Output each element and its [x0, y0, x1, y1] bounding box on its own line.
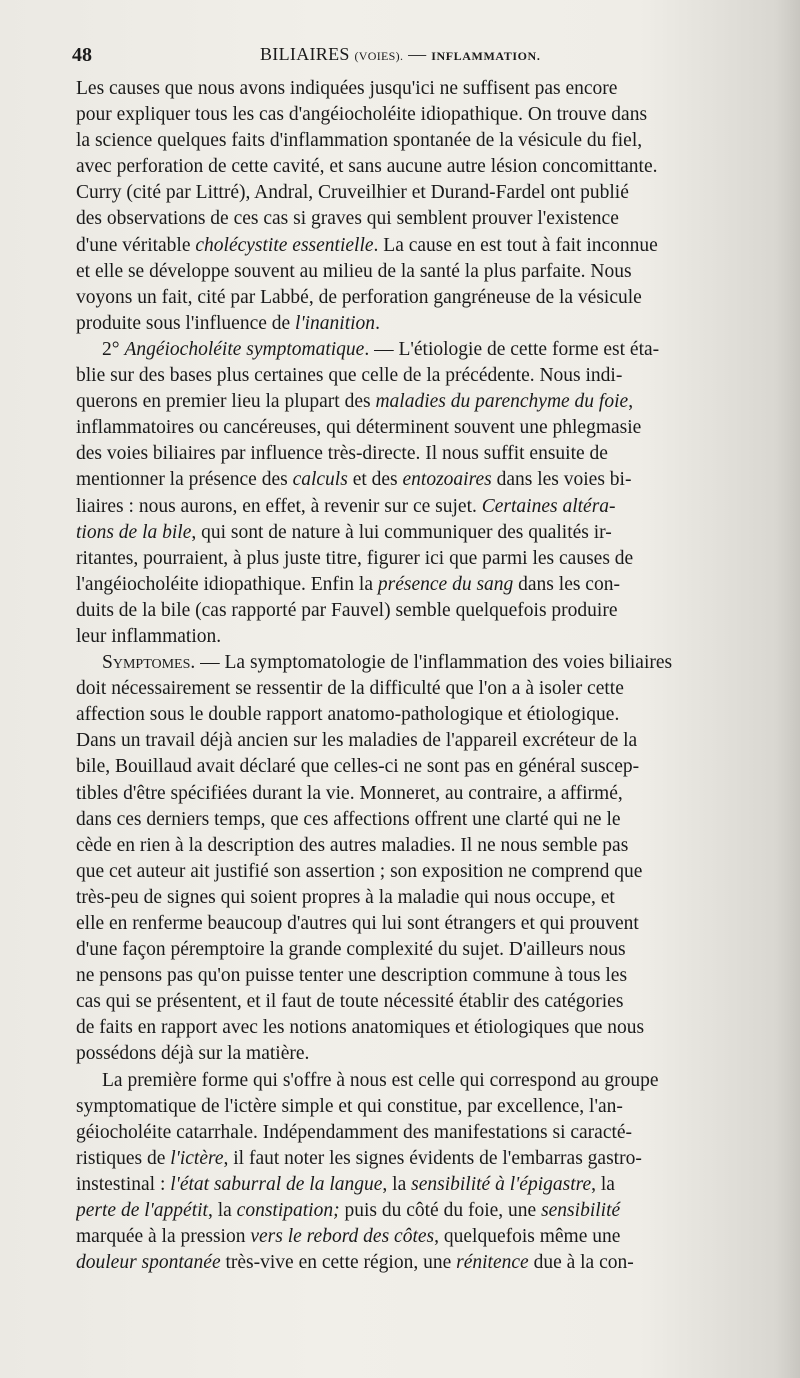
text-line: [76, 285, 762, 311]
text-segment: très-peu de signes qui soient propres à la maladie qui nous occupe, et: [76, 886, 615, 908]
text-segment: cède en rien à la description des autres maladies. Il ne nous semble pas: [76, 834, 629, 856]
running-title-main: BILIAIRES: [260, 44, 350, 64]
italic-text: cholécystite essentielle: [195, 234, 374, 256]
italic-text: maladies du parenchyme du foie: [375, 391, 629, 413]
text-segment: possédons déjà sur la matière.: [76, 1043, 310, 1065]
text-segment: voyons un fait, cité par Labbé, de perforation gangréneuse de la vésicule: [76, 286, 642, 308]
italic-text: douleur spontanée: [76, 1252, 221, 1274]
text-segment: cas qui se présentent, et il faut de toute nécessité établir des catégories: [76, 991, 624, 1013]
text-segment: .: [375, 312, 380, 334]
text-segment: bile, Bouillaud avait déclaré que celles-ci ne sont pas en général suscep-: [76, 756, 640, 778]
text-segment: l'angéiocholéite idiopathique. Enfin la: [76, 573, 378, 595]
text-segment: que cet auteur ait justifié son assertion ; son exposition ne comprend que: [76, 860, 643, 882]
text-line: [76, 1172, 762, 1198]
text-line: [76, 1068, 762, 1094]
text-segment: Curry (cité par Littré), Andral, Cruveilhier et Durand-Fardel ont publié: [76, 182, 629, 204]
text-line: [76, 859, 762, 885]
text-segment: instestinal :: [76, 1173, 171, 1195]
running-title-dash: —: [408, 44, 427, 64]
text-segment: ristiques de: [76, 1147, 171, 1169]
text-line: [76, 807, 762, 833]
text-line: [76, 311, 762, 337]
italic-text: constipation;: [236, 1200, 340, 1222]
text-line: [76, 467, 762, 493]
italic-text: Certaines altéra-: [481, 495, 616, 517]
text-segment: dans les con-: [513, 573, 620, 595]
text-line: [76, 441, 762, 467]
text-line: [76, 546, 762, 572]
text-line: [76, 702, 762, 728]
text-segment: et elle se développe souvent au milieu de la santé la plus parfaite. Nous: [76, 260, 632, 282]
text-line: [76, 128, 762, 154]
text-line: [76, 206, 762, 232]
italic-text: l'état saburral de la langue: [170, 1173, 383, 1195]
text-line: [76, 76, 762, 102]
text-segment: . — La symptomatologie de l'inflammation des voies biliaires: [190, 652, 673, 674]
text-segment: doit nécessairement se ressentir de la difficulté que l'on a à isoler cette: [76, 678, 624, 700]
italic-text: vers le rebord des côtes: [250, 1226, 435, 1248]
text-segment: , qui sont de nature à lui communiquer des qualités ir-: [191, 521, 612, 543]
text-segment: Les causes que nous avons indiquées jusqu'ici ne suffisent pas encore: [76, 78, 618, 99]
text-segment: pour expliquer tous les cas d'angéiocholéite idiopathique. On trouve dans: [76, 104, 648, 126]
text-line: [76, 754, 762, 780]
text-line: [76, 1094, 762, 1120]
italic-text: rénitence: [456, 1252, 529, 1274]
text-line: [76, 598, 762, 624]
text-line: [76, 911, 762, 937]
text-segment: , la: [591, 1173, 615, 1195]
body-text: [76, 76, 762, 1276]
text-line: [76, 363, 762, 389]
text-segment: . La cause en est tout à fait inconnue: [373, 234, 658, 256]
italic-text: entozoaires: [402, 469, 492, 491]
text-line: [76, 1146, 762, 1172]
text-line: [76, 102, 762, 128]
text-line: [76, 259, 762, 285]
text-segment: liaires : nous aurons, en effet, à revenir sur ce sujet.: [76, 495, 482, 517]
text-segment: mentionner la présence des: [76, 469, 293, 491]
italic-text: sensibilité: [541, 1200, 621, 1222]
text-segment: tibles d'être spécifiées durant la vie. Monneret, au contraire, a affirmé,: [76, 782, 623, 804]
text-segment: 2°: [102, 338, 125, 360]
text-segment: produite sous l'influence de: [76, 312, 296, 334]
text-line: [76, 1224, 762, 1250]
italic-text: perte de l'appétit: [76, 1200, 208, 1222]
text-segment: . — L'étiologie de cette forme est éta-: [364, 338, 660, 360]
text-line: [76, 233, 762, 259]
running-title-section: INFLAMMATION.: [431, 49, 541, 63]
running-title-paren: (VOIES).: [354, 49, 404, 63]
text-segment: dans ces derniers temps, que ces affections offrent une clarté qui ne le: [76, 808, 621, 830]
text-segment: querons en premier lieu la plupart des: [76, 391, 376, 413]
text-line: [76, 415, 762, 441]
text-segment: la science quelques faits d'inflammation spontanée de la vésicule du fiel,: [76, 130, 643, 152]
text-segment: due à la con-: [528, 1252, 634, 1274]
text-line: [76, 624, 762, 650]
text-line: [76, 154, 762, 180]
text-line: [76, 1041, 762, 1067]
running-title: [260, 44, 540, 65]
text-segment: des voies biliaires par influence très-directe. Il nous suffit ensuite de: [76, 443, 608, 465]
text-segment: très-vive en cette région, une: [220, 1252, 457, 1274]
text-segment: duits de la bile (cas rapporté par Fauvel) semble quelquefois produire: [76, 599, 618, 621]
text-segment: dans les voies bi-: [491, 469, 632, 491]
text-segment: et des: [347, 469, 403, 491]
text-segment: Dans un travail déjà ancien sur les maladies de l'appareil excréteur de la: [76, 730, 638, 752]
italic-text: sensibilité à l'épigastre: [411, 1173, 592, 1195]
text-segment: de faits en rapport avec les notions anatomiques et étiologiques que nous: [76, 1017, 645, 1039]
text-line: [76, 885, 762, 911]
text-line: [76, 833, 762, 859]
text-line: [76, 650, 762, 676]
text-line: [76, 1198, 762, 1224]
italic-text: l'ictère: [170, 1147, 224, 1169]
text-segment: géiocholéite catarrhale. Indépendamment des manifestations si caracté-: [76, 1121, 633, 1143]
text-segment: inflammatoires ou cancéreuses, qui déterminent souvent une phlegmasie: [76, 417, 642, 439]
text-line: [76, 520, 762, 546]
text-segment: elle en renferme beaucoup d'autres qui lui sont étrangers et qui prouvent: [76, 913, 639, 934]
text-line: [76, 963, 762, 989]
italic-text: Angéiocholéite symptomatique: [124, 338, 365, 360]
text-segment: leur inflammation.: [76, 625, 222, 647]
italic-text: présence du sang: [377, 573, 514, 595]
text-segment: puis du côté du foie, une: [339, 1200, 542, 1222]
text-line: [76, 180, 762, 206]
text-line: [76, 389, 762, 415]
italic-text: l'inanition: [295, 312, 376, 334]
text-segment: La première forme qui s'offre à nous est celle qui correspond au groupe: [102, 1069, 659, 1091]
text-segment: d'une façon péremptoire la grande complexité du sujet. D'ailleurs nous: [76, 939, 626, 961]
text-line: [76, 1015, 762, 1041]
text-line: [76, 989, 762, 1015]
text-line: [76, 1120, 762, 1146]
text-segment: avec perforation de cette cavité, et sans aucune autre lésion concomittante.: [76, 156, 658, 178]
section-heading: Symptomes: [102, 652, 191, 674]
italic-text: calculs: [292, 469, 348, 491]
text-line: [76, 676, 762, 702]
italic-text: tions de la bile: [76, 521, 192, 543]
text-line: [76, 937, 762, 963]
text-segment: , la: [382, 1173, 412, 1195]
text-line: [76, 337, 762, 363]
running-header: [72, 40, 760, 74]
text-segment: , il faut noter les signes évidents de l'embarras gastro-: [223, 1147, 642, 1169]
text-line: [76, 572, 762, 598]
text-segment: , quelquefois même une: [434, 1226, 621, 1248]
text-line: [76, 728, 762, 754]
text-segment: symptomatique de l'ictère simple et qui constitue, par excellence, l'an-: [76, 1095, 623, 1117]
text-segment: ritantes, pourraient, à plus juste titre, figurer ici que parmi les causes de: [76, 547, 634, 569]
text-segment: ne pensons pas qu'on puisse tenter une description commune à tous les: [76, 965, 628, 987]
text-segment: affection sous le double rapport anatomo-pathologique et étiologique.: [76, 704, 620, 726]
page-number: 48: [72, 44, 92, 66]
text-segment: d'une véritable: [76, 234, 196, 256]
text-segment: , la: [207, 1200, 237, 1222]
text-line: [76, 1250, 762, 1276]
text-segment: blie sur des bases plus certaines que celle de la précédente. Nous indi-: [76, 365, 623, 387]
text-line: [76, 494, 762, 520]
text-line: [76, 781, 762, 807]
text-segment: ,: [628, 391, 634, 413]
text-segment: marquée à la pression: [76, 1226, 251, 1248]
text-segment: des observations de ces cas si graves qui semblent prouver l'existence: [76, 208, 619, 230]
